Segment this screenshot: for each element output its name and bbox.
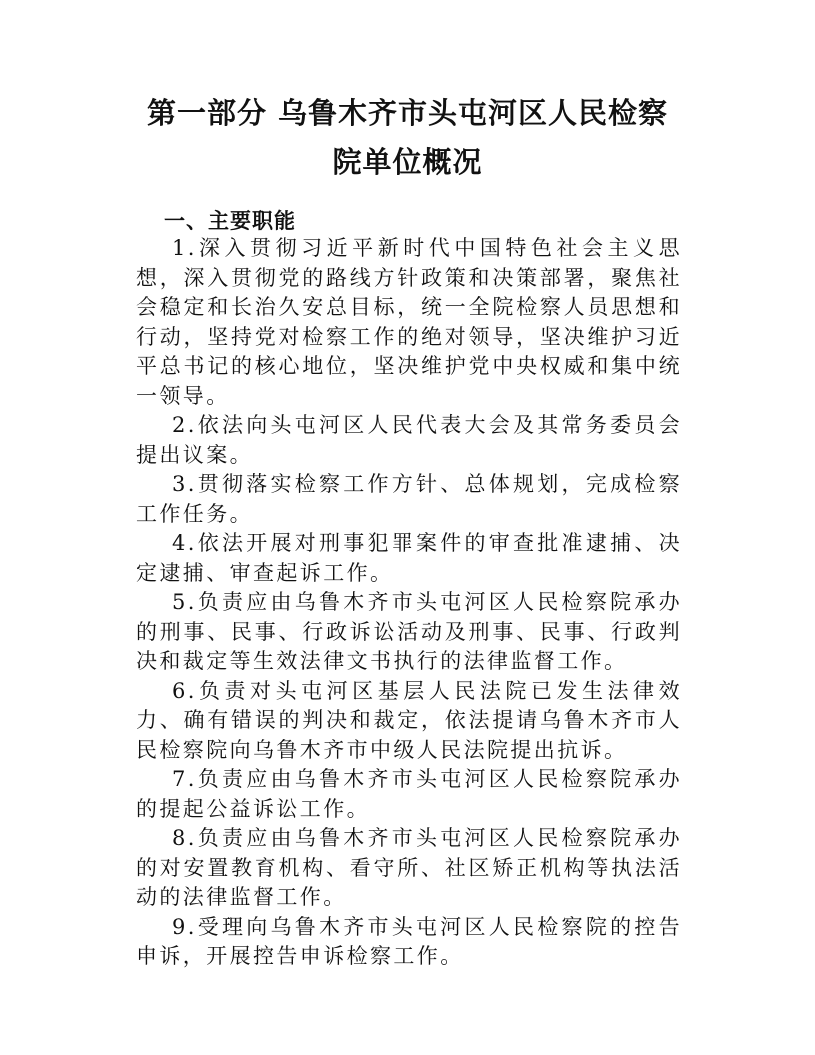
duty-item-2: 2.依法向头屯河区人民代表大会及其常务委员会提出议案。	[136, 413, 682, 467]
document-title-line-2: 院单位概况	[332, 145, 483, 179]
duties-list	[136, 234, 682, 972]
duty-item-1: 1.深入贯彻习近平新时代中国特色社会主义思想，深入贯彻党的路线方针政策和决策部署，聚焦社会稳定和长治久安总目标，统一全院检察人员思想和行动，坚持党对检察工作的绝对领导，坚决维护习近平总书记的核心地位，坚决维护党中央权威和集中统一领导。	[136, 236, 682, 408]
duty-item-9: 9.受理向乌鲁木齐市头屯河区人民检察院的控告申诉，开展控告申诉检察工作。	[136, 914, 682, 968]
duty-item-7: 7.负责应由乌鲁木齐市头屯河区人民检察院承办的提起公益诉讼工作。	[136, 767, 682, 821]
duty-item-3: 3.贯彻落实检察工作方针、总体规划，完成检察工作任务。	[136, 472, 682, 526]
document-title-line-1: 第一部分 乌鲁木齐市头屯河区人民检察	[146, 96, 669, 130]
section-heading: 一、主要职能	[164, 209, 296, 233]
duty-item-5: 5.负责应由乌鲁木齐市头屯河区人民检察院承办的刑事、民事、行政诉讼活动及刑事、民事、行政判决和裁定等生效法律文书执行的法律监督工作。	[136, 590, 682, 673]
duty-item-6: 6.负责对头屯河区基层人民法院已发生法律效力、确有错误的判决和裁定，依法提请乌鲁木齐市人民检察院向乌鲁木齐市中级人民法院提出抗诉。	[136, 678, 682, 762]
duty-item-8: 8.负责应由乌鲁木齐市头屯河区人民检察院承办的对安置教育机构、看守所、社区矫正机构等执法活动的法律监督工作。	[136, 826, 682, 909]
duty-item-4: 4.依法开展对刑事犯罪案件的审查批准逮捕、决定逮捕、审查起诉工作。	[136, 531, 682, 585]
